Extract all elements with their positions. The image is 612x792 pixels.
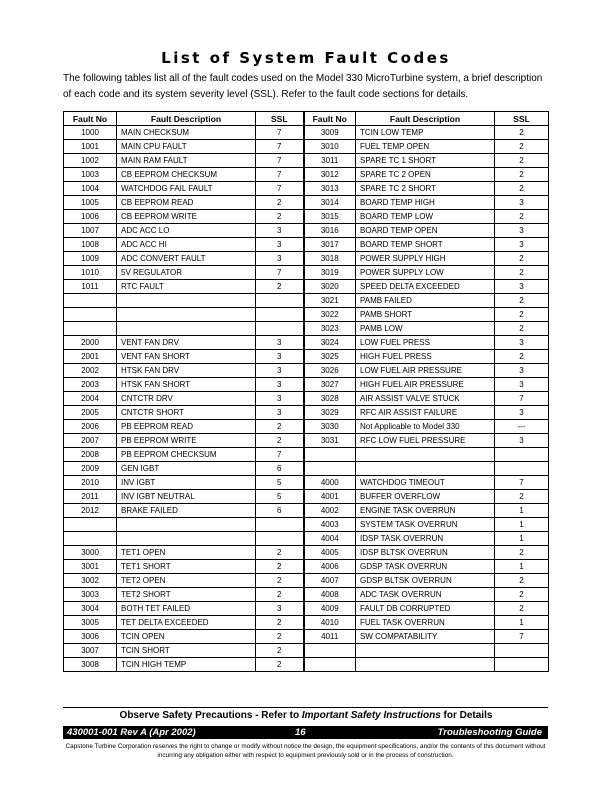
fault-description-cell: RFC AIR ASSIST FAILURE bbox=[356, 406, 495, 420]
fault-no-cell: 3031 bbox=[304, 434, 356, 448]
fault-description-cell: TET DELTA EXCEEDED bbox=[117, 616, 256, 630]
fault-description-cell: SPARE TC 2 SHORT bbox=[356, 182, 495, 196]
table-row bbox=[64, 602, 549, 616]
fault-no-cell: 1003 bbox=[64, 168, 117, 182]
fault-description-cell: BRAKE FAILED bbox=[117, 504, 256, 518]
fault-no-cell: 3030 bbox=[304, 420, 356, 434]
fault-description-cell: CNTCTR DRV bbox=[117, 392, 256, 406]
fault-description-cell: TCIN OPEN bbox=[117, 630, 256, 644]
fault-description-cell: FUEL TASK OVERRUN bbox=[356, 616, 495, 630]
ssl-cell: 1 bbox=[495, 518, 549, 532]
fault-no-cell: 3004 bbox=[64, 602, 117, 616]
ssl-cell: 3 bbox=[256, 252, 304, 266]
fault-no-cell: 4011 bbox=[304, 630, 356, 644]
safety-notice bbox=[0, 710, 612, 721]
fault-no-cell: 3018 bbox=[304, 252, 356, 266]
fault-description-cell: GDSP TASK OVERRUN bbox=[356, 560, 495, 574]
table-row bbox=[64, 336, 549, 350]
safety-link: Important Safety Instructions bbox=[301, 710, 441, 721]
fault-description-cell: LOW FUEL PRESS bbox=[356, 336, 495, 350]
fault-no-cell: 3027 bbox=[304, 378, 356, 392]
ssl-cell: 2 bbox=[495, 574, 549, 588]
fault-description-cell: MAIN CPU FAULT bbox=[117, 140, 256, 154]
fault-description-cell: IDSP TASK OVERRUN bbox=[356, 532, 495, 546]
table-row bbox=[64, 308, 549, 322]
table-row bbox=[64, 322, 549, 336]
fault-no-cell: 3025 bbox=[304, 350, 356, 364]
ssl-cell: 3 bbox=[256, 336, 304, 350]
fault-no-cell: 2006 bbox=[64, 420, 117, 434]
page-number: 16 bbox=[295, 727, 306, 738]
fault-description-cell: SYSTEM TASK OVERRUN bbox=[356, 518, 495, 532]
table-row bbox=[64, 644, 549, 658]
fault-no-cell bbox=[64, 294, 117, 308]
table-row bbox=[64, 266, 549, 280]
fault-no-cell: 3008 bbox=[64, 658, 117, 672]
ssl-cell: 2 bbox=[495, 140, 549, 154]
ssl-cell: 6 bbox=[256, 462, 304, 476]
table-row bbox=[64, 420, 549, 434]
fault-no-cell: 3023 bbox=[304, 322, 356, 336]
fault-no-cell: 3009 bbox=[304, 126, 356, 140]
fault-no-cell: 2001 bbox=[64, 350, 117, 364]
fault-no-cell bbox=[304, 644, 356, 658]
fault-description-cell: POWER SUPPLY LOW bbox=[356, 266, 495, 280]
ssl-cell: 3 bbox=[256, 238, 304, 252]
fault-description-cell: BOARD TEMP LOW bbox=[356, 210, 495, 224]
fault-no-cell bbox=[304, 658, 356, 672]
fault-no-cell: 2011 bbox=[64, 490, 117, 504]
ssl-cell bbox=[256, 294, 304, 308]
fault-no-cell: 2007 bbox=[64, 434, 117, 448]
ssl-cell: 3 bbox=[495, 280, 549, 294]
fault-description-cell: Not Applicable to Model 330 bbox=[356, 420, 495, 434]
fault-description-cell: TET1 SHORT bbox=[117, 560, 256, 574]
fault-description-cell: WATCHDOG TIMEOUT bbox=[356, 476, 495, 490]
fault-no-cell: 3029 bbox=[304, 406, 356, 420]
ssl-cell bbox=[495, 658, 549, 672]
fault-description-cell: TET1 OPEN bbox=[117, 546, 256, 560]
ssl-cell: 3 bbox=[256, 602, 304, 616]
ssl-cell: 3 bbox=[256, 378, 304, 392]
ssl-cell: 2 bbox=[495, 294, 549, 308]
ssl-cell: 3 bbox=[256, 406, 304, 420]
fault-no-cell: 1004 bbox=[64, 182, 117, 196]
fault-no-cell: 1008 bbox=[64, 238, 117, 252]
ssl-cell: 2 bbox=[495, 252, 549, 266]
fault-no-cell: 3013 bbox=[304, 182, 356, 196]
fault-description-cell: BOARD TEMP SHORT bbox=[356, 238, 495, 252]
table-row bbox=[64, 462, 549, 476]
ssl-cell: 2 bbox=[495, 210, 549, 224]
fault-description-cell: LOW FUEL AIR PRESSURE bbox=[356, 364, 495, 378]
fault-description-cell: PB EEPROM WRITE bbox=[117, 434, 256, 448]
fault-no-cell: 3024 bbox=[304, 336, 356, 350]
fault-description-cell: ADC ACC LO bbox=[117, 224, 256, 238]
fault-description-cell: HIGH FUEL PRESS bbox=[356, 350, 495, 364]
ssl-cell: 2 bbox=[495, 588, 549, 602]
ssl-cell: 3 bbox=[256, 392, 304, 406]
table-row bbox=[64, 574, 549, 588]
table-row bbox=[64, 126, 549, 140]
ssl-cell: 3 bbox=[495, 364, 549, 378]
table-row bbox=[64, 588, 549, 602]
fault-no-cell: 4010 bbox=[304, 616, 356, 630]
fault-no-cell: 2002 bbox=[64, 364, 117, 378]
ssl-cell: 7 bbox=[495, 392, 549, 406]
fault-description-cell: HTSK FAN SHORT bbox=[117, 378, 256, 392]
fault-no-cell: 3020 bbox=[304, 280, 356, 294]
footer-bar bbox=[63, 726, 548, 739]
fault-description-cell bbox=[117, 532, 256, 546]
table-header-row bbox=[64, 112, 549, 126]
fault-no-cell: 1009 bbox=[64, 252, 117, 266]
table-row bbox=[64, 154, 549, 168]
ssl-cell: 2 bbox=[495, 168, 549, 182]
table-row bbox=[64, 378, 549, 392]
fault-no-cell bbox=[64, 322, 117, 336]
ssl-cell: 2 bbox=[495, 322, 549, 336]
header-ssl: SSL bbox=[495, 112, 549, 126]
fault-no-cell bbox=[64, 308, 117, 322]
ssl-cell: 2 bbox=[495, 350, 549, 364]
table-row bbox=[64, 490, 549, 504]
fault-description-cell bbox=[117, 518, 256, 532]
ssl-cell: 7 bbox=[256, 154, 304, 168]
table-row bbox=[64, 658, 549, 672]
fault-no-cell: 3026 bbox=[304, 364, 356, 378]
table-row bbox=[64, 280, 549, 294]
fault-description-cell bbox=[356, 658, 495, 672]
disclaimer: Capstone Turbine Corporation reserves the right to change or modify without notice the design, the equipment specifications, and/or the contents of this document without incurring any obligation either with respect to equipment previously sold or in the process of construction. bbox=[65, 743, 546, 759]
fault-description-cell: GDSP BLTSK OVERRUN bbox=[356, 574, 495, 588]
ssl-cell: 2 bbox=[256, 546, 304, 560]
ssl-cell: 1 bbox=[495, 560, 549, 574]
fault-no-cell: 4005 bbox=[304, 546, 356, 560]
fault-no-cell: 4002 bbox=[304, 504, 356, 518]
fault-description-cell: MAIN CHECKSUM bbox=[117, 126, 256, 140]
fault-no-cell: 3015 bbox=[304, 210, 356, 224]
ssl-cell: 2 bbox=[495, 182, 549, 196]
fault-description-cell: PB EEPROM CHECKSUM bbox=[117, 448, 256, 462]
ssl-cell: 2 bbox=[495, 602, 549, 616]
fault-no-cell: 1011 bbox=[64, 280, 117, 294]
fault-no-cell: 3003 bbox=[64, 588, 117, 602]
fault-no-cell: 3028 bbox=[304, 392, 356, 406]
fault-code-table bbox=[63, 111, 549, 672]
fault-no-cell: 4001 bbox=[304, 490, 356, 504]
fault-description-cell: SW COMPATABILITY bbox=[356, 630, 495, 644]
fault-description-cell: TCIN SHORT bbox=[117, 644, 256, 658]
ssl-cell: 3 bbox=[495, 406, 549, 420]
fault-no-cell bbox=[64, 532, 117, 546]
fault-no-cell: 3022 bbox=[304, 308, 356, 322]
fault-description-cell: TET2 OPEN bbox=[117, 574, 256, 588]
fault-no-cell: 3001 bbox=[64, 560, 117, 574]
header-fault-description: Fault Description bbox=[117, 112, 256, 126]
ssl-cell: 7 bbox=[256, 140, 304, 154]
table-row bbox=[64, 210, 549, 224]
fault-no-cell: 2009 bbox=[64, 462, 117, 476]
fault-description-cell: ENGINE TASK OVERRUN bbox=[356, 504, 495, 518]
fault-description-cell: FAULT DB CORRUPTED bbox=[356, 602, 495, 616]
table-row bbox=[64, 252, 549, 266]
fault-no-cell: 3002 bbox=[64, 574, 117, 588]
fault-no-cell: 3019 bbox=[304, 266, 356, 280]
fault-description-cell: HIGH FUEL AIR PRESSURE bbox=[356, 378, 495, 392]
fault-description-cell: MAIN RAM FAULT bbox=[117, 154, 256, 168]
fault-no-cell: 1005 bbox=[64, 196, 117, 210]
fault-no-cell: 3005 bbox=[64, 616, 117, 630]
ssl-cell: 2 bbox=[256, 560, 304, 574]
fault-no-cell: 1010 bbox=[64, 266, 117, 280]
fault-no-cell: 3011 bbox=[304, 154, 356, 168]
fault-description-cell bbox=[356, 462, 495, 476]
fault-no-cell bbox=[64, 518, 117, 532]
fault-description-cell: PAMB FAILED bbox=[356, 294, 495, 308]
header-ssl: SSL bbox=[256, 112, 304, 126]
table-row bbox=[64, 630, 549, 644]
table-row bbox=[64, 504, 549, 518]
ssl-cell: 7 bbox=[256, 266, 304, 280]
fault-description-cell: VENT FAN DRV bbox=[117, 336, 256, 350]
fault-no-cell: 3010 bbox=[304, 140, 356, 154]
ssl-cell: 2 bbox=[495, 308, 549, 322]
ssl-cell: 5 bbox=[256, 490, 304, 504]
fault-description-cell bbox=[356, 644, 495, 658]
table-row bbox=[64, 140, 549, 154]
table-row bbox=[64, 350, 549, 364]
ssl-cell: 6 bbox=[256, 504, 304, 518]
ssl-cell: 3 bbox=[256, 350, 304, 364]
fault-no-cell: 4006 bbox=[304, 560, 356, 574]
header-fault-no: Fault No bbox=[304, 112, 356, 126]
fault-description-cell: CB EEPROM CHECKSUM bbox=[117, 168, 256, 182]
fault-no-cell: 4004 bbox=[304, 532, 356, 546]
fault-no-cell: 3007 bbox=[64, 644, 117, 658]
fault-description-cell: SPARE TC 1 SHORT bbox=[356, 154, 495, 168]
ssl-cell: 1 bbox=[495, 532, 549, 546]
ssl-cell: 2 bbox=[495, 126, 549, 140]
fault-description-cell: BUFFER OVERFLOW bbox=[356, 490, 495, 504]
ssl-cell: 3 bbox=[256, 364, 304, 378]
table-row bbox=[64, 560, 549, 574]
fault-description-cell: GEN IGBT bbox=[117, 462, 256, 476]
ssl-cell: 7 bbox=[256, 448, 304, 462]
fault-description-cell: ADC TASK OVERRUN bbox=[356, 588, 495, 602]
fault-description-cell: PAMB LOW bbox=[356, 322, 495, 336]
fault-description-cell: CNTCTR SHORT bbox=[117, 406, 256, 420]
ssl-cell: 2 bbox=[495, 546, 549, 560]
fault-description-cell: TCIN LOW TEMP bbox=[356, 126, 495, 140]
fault-no-cell: 3017 bbox=[304, 238, 356, 252]
page-title: List of System Fault Codes bbox=[161, 49, 451, 67]
ssl-cell: 5 bbox=[256, 476, 304, 490]
fault-description-cell bbox=[117, 322, 256, 336]
table-row bbox=[64, 294, 549, 308]
fault-no-cell: 1006 bbox=[64, 210, 117, 224]
ssl-cell: 2 bbox=[495, 266, 549, 280]
fault-no-cell: 2003 bbox=[64, 378, 117, 392]
fault-description-cell: FUEL TEMP OPEN bbox=[356, 140, 495, 154]
ssl-cell: 2 bbox=[256, 280, 304, 294]
fault-no-cell: 4000 bbox=[304, 476, 356, 490]
fault-description-cell: PAMB SHORT bbox=[356, 308, 495, 322]
fault-no-cell: 1002 bbox=[64, 154, 117, 168]
fault-no-cell: 2012 bbox=[64, 504, 117, 518]
fault-no-cell: 4003 bbox=[304, 518, 356, 532]
fault-description-cell: PB EEPROM READ bbox=[117, 420, 256, 434]
doc-number: 430001-001 Rev A (Apr 2002) bbox=[67, 727, 196, 738]
guide-name: Troubleshooting Guide bbox=[437, 727, 542, 738]
ssl-cell: 2 bbox=[256, 210, 304, 224]
ssl-cell: 3 bbox=[495, 196, 549, 210]
ssl-cell: 2 bbox=[256, 616, 304, 630]
fault-description-cell: VENT FAN SHORT bbox=[117, 350, 256, 364]
fault-no-cell: 3021 bbox=[304, 294, 356, 308]
ssl-cell bbox=[495, 448, 549, 462]
header-fault-no: Fault No bbox=[64, 112, 117, 126]
table-row bbox=[64, 434, 549, 448]
ssl-cell: 2 bbox=[256, 588, 304, 602]
fault-no-cell: 3012 bbox=[304, 168, 356, 182]
ssl-cell: 2 bbox=[256, 574, 304, 588]
ssl-cell: 7 bbox=[256, 168, 304, 182]
ssl-cell: 2 bbox=[495, 154, 549, 168]
fault-description-cell: INV IGBT NEUTRAL bbox=[117, 490, 256, 504]
fault-description-cell: RTC FAULT bbox=[117, 280, 256, 294]
fault-description-cell: ADC CONVERT FAULT bbox=[117, 252, 256, 266]
ssl-cell: 2 bbox=[256, 644, 304, 658]
fault-no-cell: 1007 bbox=[64, 224, 117, 238]
ssl-cell: 7 bbox=[256, 182, 304, 196]
safety-suffix: for Details bbox=[440, 710, 493, 721]
fault-description-cell: AIR ASSIST VALVE STUCK bbox=[356, 392, 495, 406]
ssl-cell: 3 bbox=[495, 238, 549, 252]
ssl-cell: 2 bbox=[256, 420, 304, 434]
fault-description-cell bbox=[356, 448, 495, 462]
fault-no-cell: 3014 bbox=[304, 196, 356, 210]
fault-no-cell: 2004 bbox=[64, 392, 117, 406]
table-row bbox=[64, 224, 549, 238]
ssl-cell: 3 bbox=[495, 378, 549, 392]
fault-description-cell bbox=[117, 308, 256, 322]
safety-prefix: Observe Safety Precautions - Refer to bbox=[119, 710, 302, 721]
table-row bbox=[64, 196, 549, 210]
fault-description-cell: BOTH TET FAILED bbox=[117, 602, 256, 616]
fault-description-cell: BOARD TEMP HIGH bbox=[356, 196, 495, 210]
fault-no-cell bbox=[304, 448, 356, 462]
ssl-cell bbox=[495, 644, 549, 658]
fault-description-cell: SPEED DELTA EXCEEDED bbox=[356, 280, 495, 294]
ssl-cell: --- bbox=[495, 420, 549, 434]
ssl-cell: 1 bbox=[495, 616, 549, 630]
fault-description-cell: INV IGBT bbox=[117, 476, 256, 490]
fault-description-cell: SPARE TC 2 OPEN bbox=[356, 168, 495, 182]
ssl-cell: 3 bbox=[495, 336, 549, 350]
ssl-cell: 3 bbox=[495, 224, 549, 238]
fault-description-cell: POWER SUPPLY HIGH bbox=[356, 252, 495, 266]
ssl-cell: 2 bbox=[495, 490, 549, 504]
fault-no-cell: 1001 bbox=[64, 140, 117, 154]
table-row bbox=[64, 364, 549, 378]
table-row bbox=[64, 476, 549, 490]
fault-no-cell: 2000 bbox=[64, 336, 117, 350]
ssl-cell bbox=[256, 518, 304, 532]
fault-no-cell bbox=[304, 462, 356, 476]
fault-description-cell: ADC ACC HI bbox=[117, 238, 256, 252]
fault-no-cell: 1000 bbox=[64, 126, 117, 140]
fault-description-cell: CB EEPROM READ bbox=[117, 196, 256, 210]
fault-description-cell: RFC LOW FUEL PRESSURE bbox=[356, 434, 495, 448]
ssl-cell: 7 bbox=[495, 630, 549, 644]
ssl-cell bbox=[256, 322, 304, 336]
table-row bbox=[64, 546, 549, 560]
fault-description-cell: IDSP BLTSK OVERRUN bbox=[356, 546, 495, 560]
ssl-cell bbox=[256, 532, 304, 546]
table-row bbox=[64, 518, 549, 532]
fault-description-cell: WATCHDOG FAIL FAULT bbox=[117, 182, 256, 196]
ssl-cell: 2 bbox=[256, 630, 304, 644]
ssl-cell: 2 bbox=[256, 658, 304, 672]
ssl-cell: 2 bbox=[256, 434, 304, 448]
table-row bbox=[64, 448, 549, 462]
intro-paragraph: The following tables list all of the fault codes used on the Model 330 MicroTurbine system, a brief description of each code and its system severity level (SSL). Refer to the fault code sections for details. bbox=[63, 73, 543, 100]
ssl-cell: 2 bbox=[256, 196, 304, 210]
ssl-cell: 3 bbox=[256, 224, 304, 238]
fault-no-cell: 3006 bbox=[64, 630, 117, 644]
table-row bbox=[64, 238, 549, 252]
fault-no-cell: 3000 bbox=[64, 546, 117, 560]
ssl-cell bbox=[256, 308, 304, 322]
fault-no-cell: 2005 bbox=[64, 406, 117, 420]
fault-no-cell: 3016 bbox=[304, 224, 356, 238]
ssl-cell: 3 bbox=[495, 434, 549, 448]
table-row bbox=[64, 168, 549, 182]
ssl-cell bbox=[495, 462, 549, 476]
header-fault-description: Fault Description bbox=[356, 112, 495, 126]
fault-description-cell: BOARD TEMP OPEN bbox=[356, 224, 495, 238]
fault-no-cell: 4007 bbox=[304, 574, 356, 588]
fault-description-cell: CB EEPROM WRITE bbox=[117, 210, 256, 224]
fault-description-cell: TCIN HIGH TEMP bbox=[117, 658, 256, 672]
footer-divider bbox=[63, 707, 548, 708]
ssl-cell: 7 bbox=[495, 476, 549, 490]
fault-description-cell: HTSK FAN DRV bbox=[117, 364, 256, 378]
table-row bbox=[64, 406, 549, 420]
fault-no-cell: 2010 bbox=[64, 476, 117, 490]
fault-description-cell: 5V REGULATOR bbox=[117, 266, 256, 280]
fault-no-cell: 4009 bbox=[304, 602, 356, 616]
table-row bbox=[64, 616, 549, 630]
table-row bbox=[64, 182, 549, 196]
fault-description-cell bbox=[117, 294, 256, 308]
fault-no-cell: 4008 bbox=[304, 588, 356, 602]
table-row bbox=[64, 532, 549, 546]
table-row bbox=[64, 392, 549, 406]
fault-no-cell: 2008 bbox=[64, 448, 117, 462]
fault-description-cell: TET2 SHORT bbox=[117, 588, 256, 602]
ssl-cell: 1 bbox=[495, 504, 549, 518]
ssl-cell: 7 bbox=[256, 126, 304, 140]
